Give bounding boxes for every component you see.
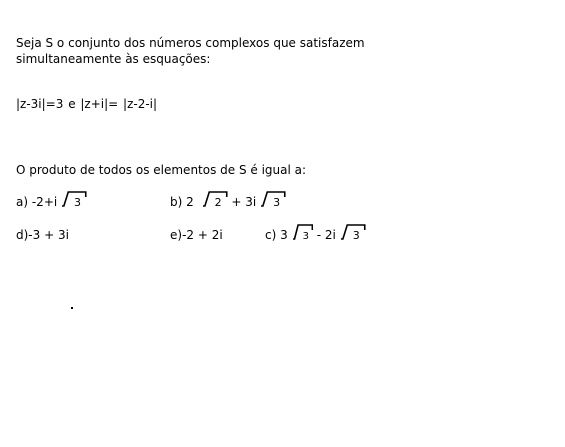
option-c-prefix: c) 3 <box>265 228 288 242</box>
option-c-radicand-2: 3 <box>352 229 360 242</box>
option-c-sqrt-1 <box>293 227 313 245</box>
option-b-radicand-1: 2 <box>214 196 222 209</box>
statement-line-1: Seja S o conjunto dos números complexos que satisfazem <box>16 36 365 50</box>
option-a-radicand: 3 <box>74 196 82 209</box>
option-c-radicand-1: 3 <box>302 231 309 242</box>
option-b-radicand-2: 3 <box>273 196 281 209</box>
stray-dot <box>71 307 73 309</box>
option-b-sqrt-1 <box>203 194 228 211</box>
question-prompt: O produto de todos os elementos de S é igual a: <box>16 163 307 177</box>
option-a <box>16 194 87 211</box>
option-c <box>265 227 366 245</box>
option-b-middle: + 3i <box>231 195 257 209</box>
option-a-sqrt <box>62 194 87 211</box>
option-b-sqrt-2 <box>261 194 286 211</box>
statement-line-2: simultaneamente às esquações: <box>16 52 211 66</box>
equations: |z-3i|=3 e |z+i|= |z-2-i| <box>16 97 158 111</box>
option-d: d)-3 + 3i <box>16 228 69 242</box>
option-c-middle: - 2i <box>316 228 336 242</box>
option-b-prefix: b) 2 <box>170 195 194 209</box>
option-a-prefix: a) -2+i <box>16 195 58 209</box>
option-b <box>170 194 286 211</box>
option-e: e)-2 + 2i <box>170 228 223 242</box>
option-c-sqrt-2 <box>341 227 366 244</box>
